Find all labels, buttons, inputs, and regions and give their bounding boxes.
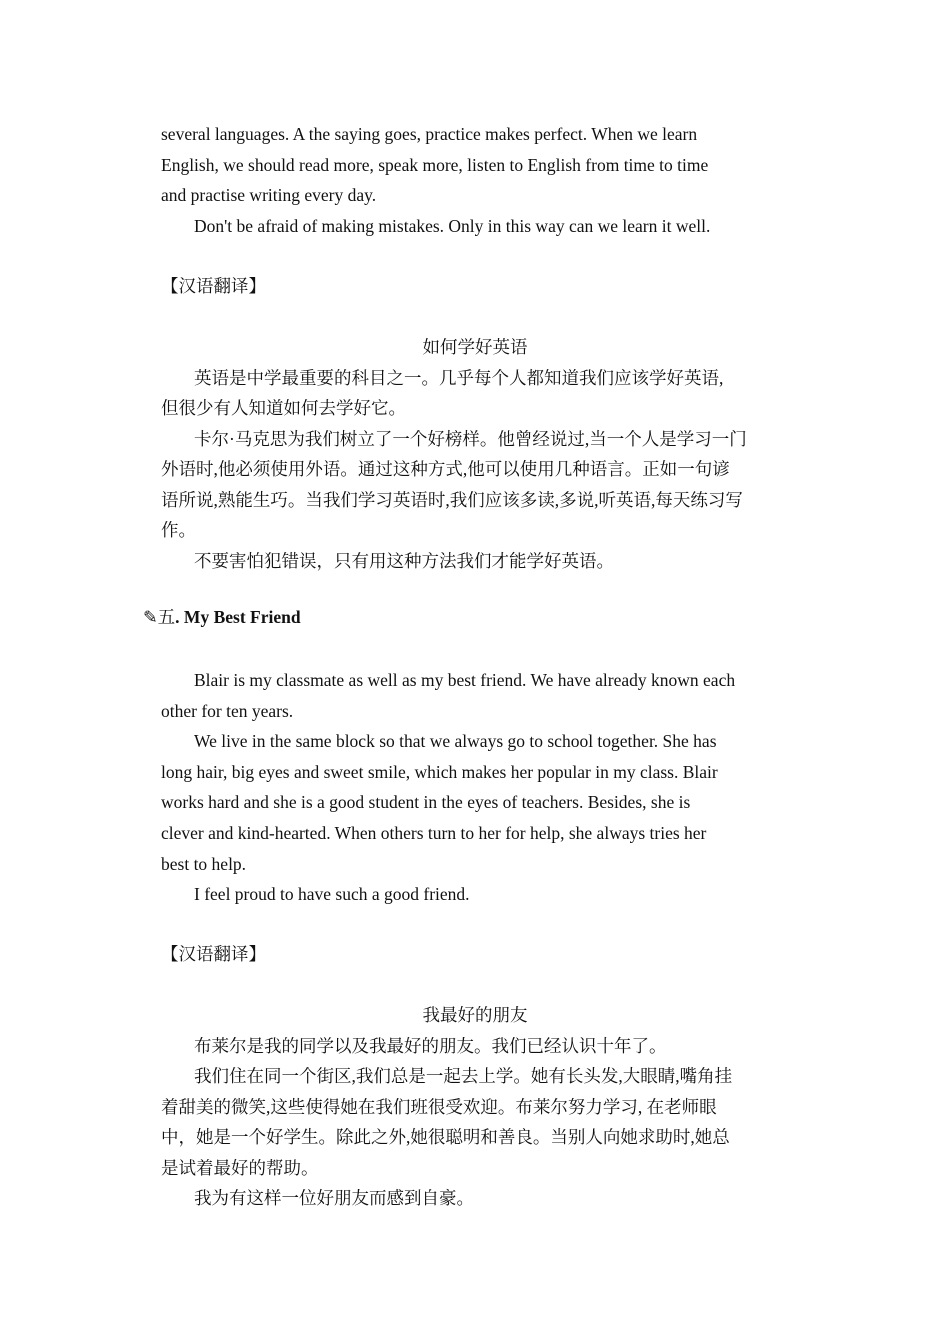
paragraph-line: 我们住在同一个街区,我们总是一起去上学。她有长头发,大眼睛,嘴角挂 (194, 1066, 733, 1086)
paragraph-line: I feel proud to have such a good friend. (194, 884, 470, 904)
paragraph-line: 英语是中学最重要的科目之一。几乎每个人都知道我们应该学好英语, (194, 368, 724, 388)
paragraph-line: 但很少有人知道如何去学好它。 (161, 398, 406, 418)
translation-label: 【汉语翻译】 (161, 276, 266, 296)
paragraph-line: and practise writing every day. (161, 185, 377, 205)
paragraph-line: Don't be afraid of making mistakes. Only in this way can we learn it well. (194, 216, 711, 236)
paragraph-line: 作。 (161, 520, 196, 540)
paragraph-line: We live in the same block so that we always go to school together. She has (194, 731, 717, 751)
paragraph-line: 是试着最好的帮助。 (161, 1158, 319, 1178)
paragraph-line: 外语时,他必须使用外语。通过这种方式,他可以使用几种语言。正如一句谚 (161, 459, 730, 479)
paragraph-line: several languages. A the saying goes, practice makes perfect. When we learn (161, 124, 698, 144)
paragraph-line: 布莱尔是我的同学以及我最好的朋友。我们已经认识十年了。 (194, 1036, 667, 1056)
paragraph-line: 中，她是一个好学生。除此之外,她很聪明和善良。当别人向她求助时,她总 (161, 1127, 730, 1147)
paragraph-line: 不要害怕犯错误，只有用这种方法我们才能学好英语。 (194, 551, 614, 571)
paragraph-line: English, we should read more, speak more, listen to English from time to time (161, 155, 709, 175)
section-title: . My Best Friend (175, 607, 301, 627)
translation-title: 我最好的朋友 (422, 1005, 528, 1025)
paragraph-line: Blair is my classmate as well as my best friend. We have already known each (194, 670, 736, 690)
paragraph-line: works hard and she is a good student in the eyes of teachers. Besides, she is (161, 792, 691, 812)
paragraph-line: 着甜美的微笑,这些使得她在我们班很受欢迎。布莱尔努力学习, 在老师眼 (161, 1097, 717, 1117)
paragraph-line: clever and kind-hearted. When others turn to her for help, she always tries her (161, 823, 707, 843)
paragraph-line: 卡尔·马克思为我们树立了一个好榜样。他曾经说过,当一个人是学习一门 (194, 429, 747, 449)
pencil-marker: ✎五 (143, 607, 176, 627)
paragraph-line: 我为有这样一位好朋友而感到自豪。 (194, 1188, 474, 1208)
paragraph-line: long hair, big eyes and sweet smile, which makes her popular in my class. Blair (161, 762, 718, 782)
translation-title: 如何学好英语 (422, 337, 528, 357)
paragraph-line: 语所说,熟能生巧。当我们学习英语时,我们应该多读,多说,听英语,每天练习写 (161, 490, 743, 510)
paragraph-line: best to help. (161, 854, 247, 874)
paragraph-line: other for ten years. (161, 701, 294, 721)
translation-label: 【汉语翻译】 (161, 944, 266, 964)
section-heading (143, 606, 301, 628)
